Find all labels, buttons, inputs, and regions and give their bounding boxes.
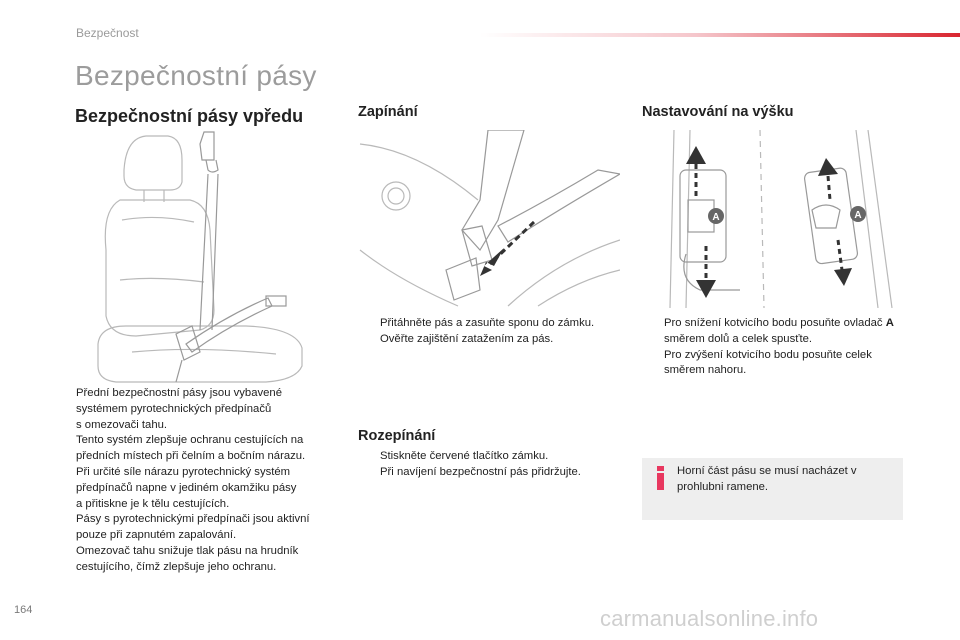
paragraph-line: Při určité síle nárazu pyrotechnický systém — [76, 465, 291, 478]
unfastening-list — [358, 449, 628, 481]
info-note — [642, 458, 903, 520]
paragraph-line: předpínačů napne v jediném okamžiku pásy — [76, 481, 297, 494]
paragraph-line: s omezovači tahu. — [76, 418, 168, 431]
section-label: Bezpečnost — [76, 26, 139, 40]
height-adjust-list — [642, 316, 904, 379]
paragraph-line: pouze při zapnutém zapalování. — [76, 529, 237, 542]
list-item: Pro snížení kotvicího bodu posuňte ovladač A směrem dolů a celek spusťte. — [664, 317, 894, 345]
list-item: Přitáhněte pás a zasuňte sponu do zámku. — [380, 317, 595, 329]
anchor-marker-a: A — [712, 212, 720, 223]
anchor-marker-a-2: A — [854, 210, 862, 221]
list-item: Při navíjení bezpečnostní pás přidržujte. — [380, 465, 581, 478]
buckle-illustration — [358, 130, 620, 308]
fastening-list — [358, 316, 628, 348]
height-adjust-illustration — [660, 130, 902, 308]
paragraph-line: Pásy s pyrotechnickými předpínači jsou aktivní — [76, 513, 310, 526]
list-item: Stiskněte červené tlačítko zámku. — [380, 450, 549, 462]
unfastening-heading: Rozepínání — [358, 428, 436, 444]
paragraph-line: Přední bezpečnostní pásy jsou vybavené — [76, 387, 282, 399]
paragraph-line: a přitiskne je k tělu cestujících. — [76, 497, 230, 510]
paragraph-line: Tento systém zlepšuje ochranu cestujících na — [76, 434, 304, 447]
paragraph-line: cestujícího, čímž zlepšuje jeho ochranu. — [76, 560, 277, 573]
page-title: Bezpečnostní pásy — [75, 60, 317, 91]
paragraph-line: Omezovač tahu snižuje tlak pásu na hrudník — [76, 544, 299, 557]
list-item: Pro zvýšení kotvicího bodu posuňte celek směrem nahoru. — [664, 348, 872, 377]
info-icon — [653, 466, 667, 490]
watermark: carmanualsonline.info — [600, 606, 819, 631]
front-belts-heading: Bezpečnostní pásy vpředu — [75, 106, 304, 126]
page-number: 164 — [14, 604, 33, 616]
front-belts-description — [76, 386, 348, 576]
paragraph-line: předních místech při čelním a bočním nárazu. — [76, 450, 306, 463]
paragraph-line: systémem pyrotechnických předpínačů — [76, 402, 272, 415]
fastening-heading: Zapínání — [358, 104, 418, 120]
height-adjust-heading: Nastavování na výšku — [642, 104, 794, 120]
list-item: Ověřte zajištění zatažením za pás. — [380, 332, 554, 345]
header-accent-bar — [480, 33, 960, 37]
seat-illustration — [96, 130, 346, 386]
info-note-text: Horní část pásu se musí nacházet v prohlubni ramene. — [677, 465, 857, 493]
